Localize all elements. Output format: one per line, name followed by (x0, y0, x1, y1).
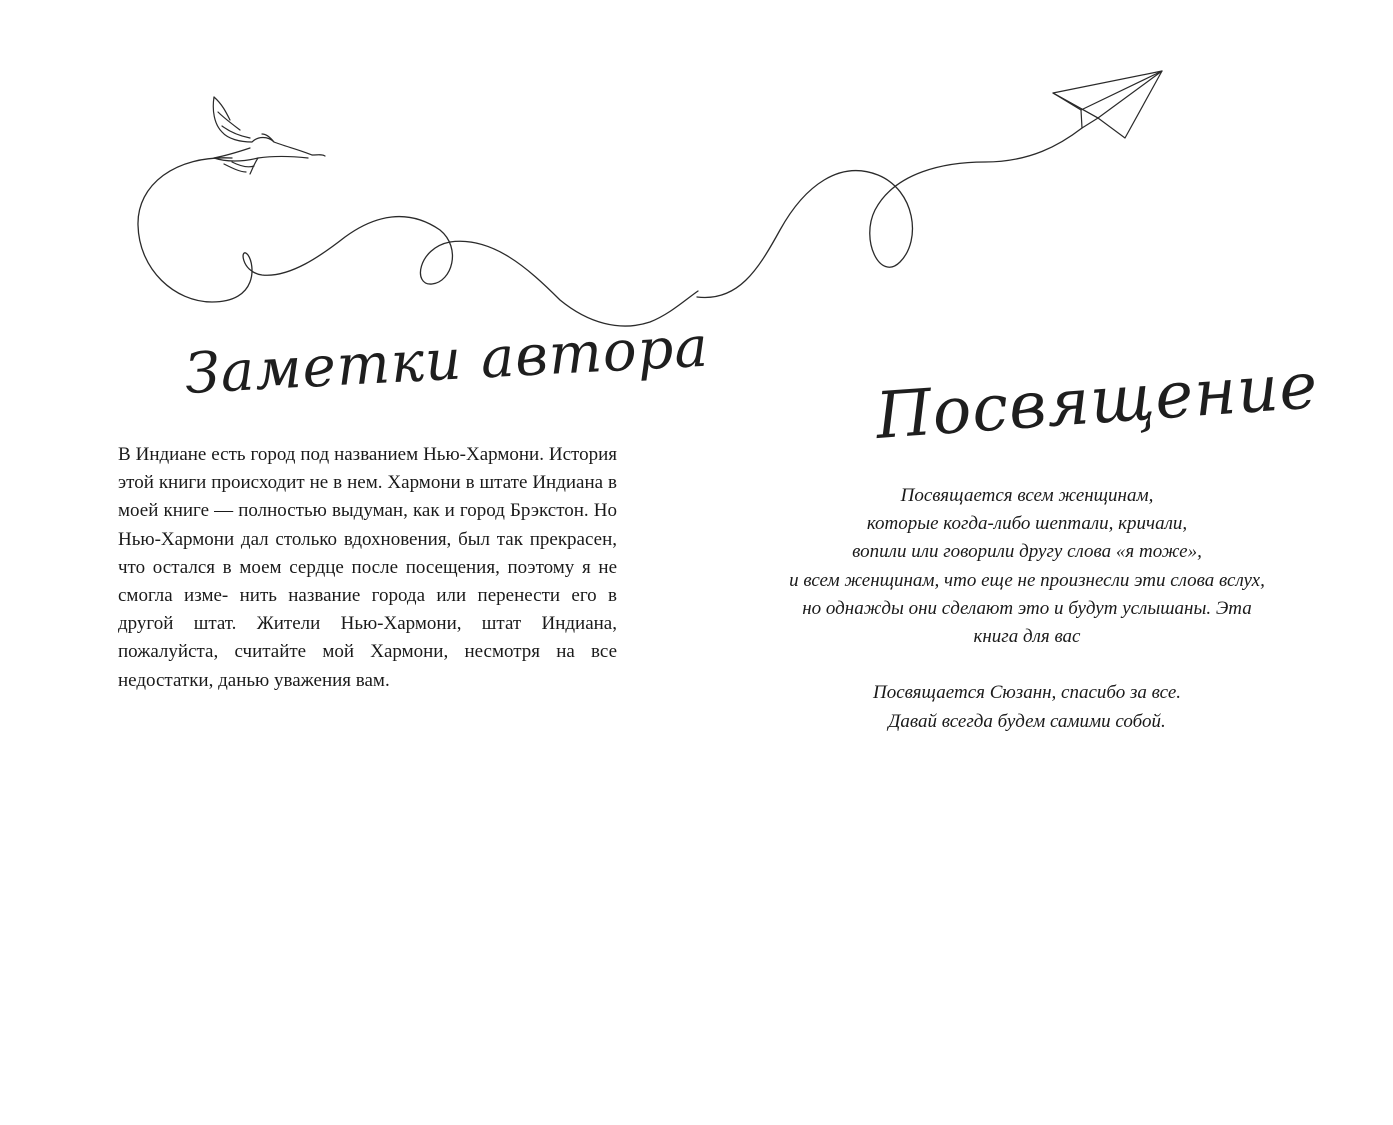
dedication-title: Посвящение (873, 349, 1321, 454)
body-line: вдохновения, был так прекрасен, что остался в моем (118, 528, 617, 578)
dedication-line: но однажды они сделают это и будут услышаны. Эта (802, 597, 1252, 619)
dedication-line: книга для вас (973, 626, 1081, 648)
author-notes-title: Заметки автора (183, 314, 711, 407)
flight-path-line (138, 128, 1082, 326)
paper-airplane-icon (1053, 71, 1162, 138)
dedication-line: и всем женщинам, что еще не произнесли эти слова вслух, (789, 569, 1265, 591)
dove-icon (213, 97, 325, 174)
body-line: данью уважения вам. (218, 669, 390, 691)
body-line: считайте мой Хармони, несмотря на все недостатки, (118, 641, 618, 691)
author-notes-body (118, 441, 617, 695)
dedication-line: Посвящается всем женщинам, (900, 485, 1154, 506)
body-line: сердце после посещения, поэтому я не смогла изме- (118, 556, 617, 607)
body-line: нить название города или перенести его в другой штат. (118, 585, 618, 635)
body-line: Жители Нью-Хармони, штат Индиана, пожалуйста, (118, 613, 617, 663)
body-line: как и город Брэкстон. Но Нью-Хармони дал столько (118, 500, 617, 550)
second-dedication-line: Посвящается Сюзанн, спасибо за все. (873, 682, 1181, 704)
paragraph-gap (760, 651, 1294, 679)
body-line: В Индиане есть город под названием Нью-Хармони. (118, 444, 544, 465)
dedication-line: которые когда-либо шептали, кричали, (866, 513, 1188, 535)
dedication-body (760, 482, 1294, 736)
body-line: в штате Индиана в моей книге — полностью выдуман, (118, 472, 617, 522)
second-dedication-line: Давай всегда будем самими собой. (888, 710, 1166, 732)
dedication-line: вопили или говорили другу слова «я тоже», (852, 541, 1202, 563)
body-line: История этой книги происходит не в нем. Хармони (118, 444, 618, 494)
